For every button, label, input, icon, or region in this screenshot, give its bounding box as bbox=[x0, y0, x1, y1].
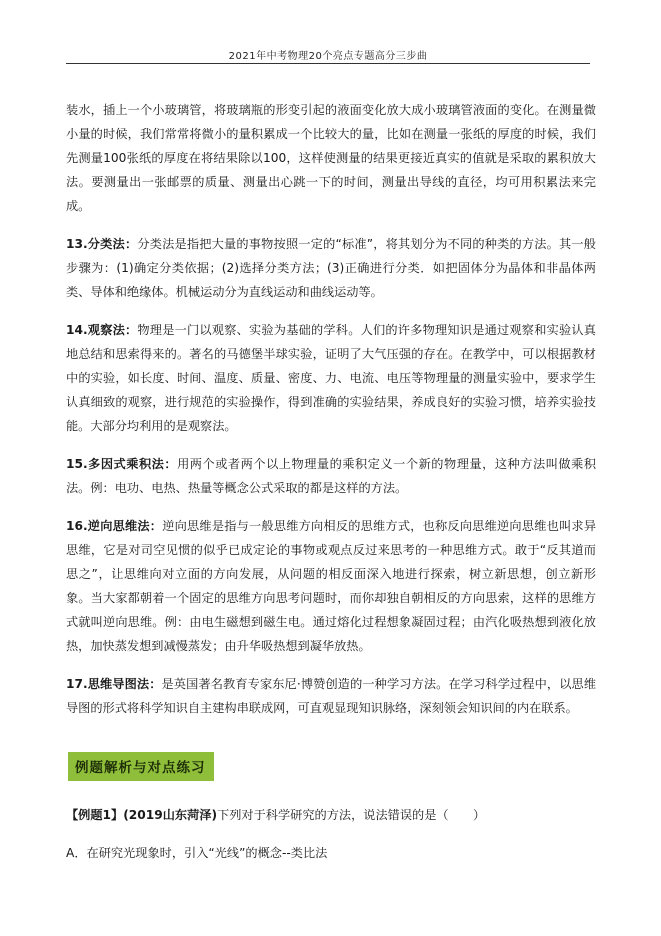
section-banner: 例题解析与对点练习 bbox=[68, 752, 214, 781]
paragraph-observation-method bbox=[66, 318, 596, 438]
paragraph-text: 装水，插上一个小玻璃管，将玻璃瓶的形变引起的液面变化放大成小玻璃管液面的变化。在测量微小量的时候，我们常常将微小的量积累成一个比较大的量，比如在测量一张纸的厚度的时候，我们先测量100张纸的厚度在将结果除以100，这样使测量的结果更接近真实的值就是采取的累积放大法。要测量出一张邮票的质量、测量出心跳一下的时间，测量出导线的直径，均可用积累法来完成。 bbox=[66, 103, 596, 213]
paragraph-classification-method bbox=[66, 232, 596, 304]
paragraph-text: 分类法是指把大量的事物按照一定的“标准”，将其划分为不同的种类的方法。其一般步骤为：(1)确定分类依据；(2)选择分类方法；(3)正确进行分类．如把固体分为晶体和非晶体两类、导体和绝缘体。机械运动分为直线运动和曲线运动等。 bbox=[66, 237, 596, 299]
paragraph-mind-map-method bbox=[66, 672, 596, 720]
paragraph-text: 物理是一门以观察、实验为基础的学科。人们的许多物理知识是通过观察和实验认真地总结和思索得来的。著名的马德堡半球实验，证明了大气压强的存在。在教学中，可以根据教材中的实验，如长度、时间、温度、质量、密度、力、电流、电压等物理量的测量实验中，要求学生认真细致的观察，进行规范的实验操作，得到准确的实验结果，养成良好的实验习惯，培养实验技能。大部分均利用的是观察法。 bbox=[66, 323, 596, 433]
paragraph-reverse-thinking-method bbox=[66, 514, 596, 658]
paragraph-text: 逆向思维是指与一般思维方向相反的思维方式，也称反向思维逆向思维也叫求异思维，它是对司空见惯的似乎已成定论的事物或观点反过来思考的一种思维方式。敢于“反其道而思之”，让思维向对立面的方向发展，从问题的相反面深入地进行探索，树立新思想，创立新形象。当大家都朝着一个固定的思维方向思考问题时，而你却独自朝相反的方向思索，这样的思维方式就叫逆向思维。例：由电生磁想到磁生电。通过熔化过程想象凝固过程；由汽化吸热想到液化放热，加快蒸发想到减慢蒸发；由升华吸热想到凝华放热。 bbox=[66, 519, 597, 653]
paragraph-cumulative-method bbox=[66, 98, 596, 218]
page-body bbox=[66, 98, 596, 865]
example-label: 【例题1】 bbox=[66, 808, 124, 822]
paragraph-term: 13.分类法： bbox=[66, 237, 138, 251]
paragraph-text: 用两个或者两个以上物理量的乘积定义一个新的物理量，这种方法叫做乘积法。例：电功、电热、热量等概念公式采取的都是这样的方法。 bbox=[66, 457, 597, 495]
paragraph-term: 15.多因式乘积法： bbox=[66, 457, 178, 471]
running-header: 2021年中考物理20个亮点专题高分三步曲 bbox=[228, 51, 428, 62]
paragraph-term: 14.观察法： bbox=[66, 323, 138, 337]
paragraph-term: 16.逆向思维法： bbox=[66, 519, 163, 533]
example-question bbox=[66, 803, 596, 827]
paragraph-text: 是英国著名教育专家东尼·博赞创造的一种学习方法。在学习科学过程中，以思维导图的形式将科学知识自主建构串联成网，可直观显现知识脉络，深刻领会知识间的内在联系。 bbox=[66, 677, 597, 715]
example-option-a: A．在研究光现象时，引入“光线”的概念--类比法 bbox=[66, 846, 328, 860]
example-question-text: 下列对于科学研究的方法，说法错误的是（ ） bbox=[217, 808, 486, 822]
paragraph-term: 17.思维导图法： bbox=[66, 677, 162, 691]
paragraph-product-method bbox=[66, 452, 596, 500]
header-rule bbox=[66, 63, 590, 64]
example-source: (2019山东菏泽) bbox=[123, 808, 218, 822]
